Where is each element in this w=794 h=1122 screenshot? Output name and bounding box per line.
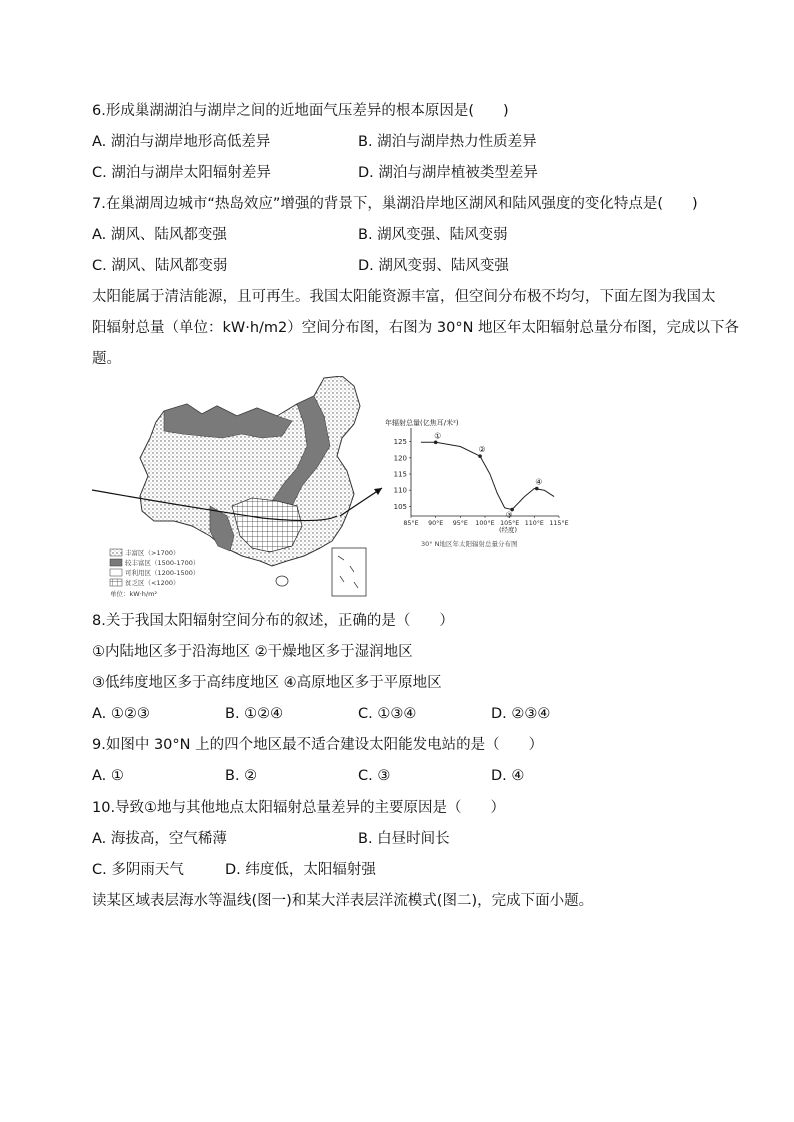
chart-y-tick-label: 125 xyxy=(393,438,407,447)
legend-label-rich: 丰富区（>1700） xyxy=(125,549,180,557)
legend-swatch-fairly-rich xyxy=(110,559,122,566)
chart-x-tick-label: 90°E xyxy=(428,520,444,527)
question-8-option-c: C. ①③④ xyxy=(358,706,417,722)
question-8-option-b: B. ①②④ xyxy=(225,706,284,722)
question-9-option-d: D. ④ xyxy=(491,768,525,784)
section-intro-ocean: 读某区域表层海水等温线(图一)和某大洋表层洋流模式(图二)，完成下面小题。 xyxy=(92,893,594,909)
arrow-head xyxy=(374,488,382,495)
chart-point-label-4: ④ xyxy=(535,477,543,487)
south-china-sea-inset xyxy=(332,548,366,596)
chart-point-1 xyxy=(434,441,438,445)
rich-region-north xyxy=(164,404,292,438)
question-10-option-c: C. 多阴雨天气 xyxy=(92,862,184,878)
question-9-option-b: B. ② xyxy=(225,768,258,784)
question-6-stem: 6.形成巢湖湖泊与湖岸之间的近地面气压差异的根本原因是( ) xyxy=(92,103,509,119)
question-7-option-d: D. 湖风变弱、陆风变强 xyxy=(358,258,509,274)
chart-point-2 xyxy=(478,454,482,458)
chart-x-tick-label: 110°E xyxy=(524,520,544,527)
question-7-stem: 7.在巢湖周边城市“热岛效应”增强的背景下，巢湖沿岸地区湖风和陆风强度的变化特点是( ) xyxy=(92,196,698,212)
legend-unit: 单位：kW·h/m² xyxy=(110,590,158,598)
chart-point-label-3: ③ xyxy=(505,510,513,520)
question-7-option-b: B. 湖风变强、陆风变弱 xyxy=(358,227,508,243)
chart-point-label-2: ② xyxy=(478,445,486,455)
question-10-option-b: B. 白昼时间长 xyxy=(358,831,450,847)
question-6-option-d: D. 湖泊与湖岸植被类型差异 xyxy=(358,165,538,181)
radiation-chart-svg xyxy=(383,416,573,556)
question-10-option-a: A. 海拔高，空气稀薄 xyxy=(92,831,227,847)
chart-x-tick-label: 105°E xyxy=(500,520,520,527)
chart-title: 30° N地区年太阳辐射总量分布图 xyxy=(421,540,518,548)
question-9-stem: 9.如图中 30°N 上的四个地区最不适合建设太阳能发电站的是（ ） xyxy=(92,737,544,753)
chart-x-tick-label: 100°E xyxy=(475,520,495,527)
intro-line-1: 太阳能属于清洁能源，且可再生。我国太阳能资源丰富，但空间分布极不均匀，下面左图为我国太 xyxy=(92,289,716,305)
question-6-option-a: A. 湖泊与湖岸地形高低差异 xyxy=(92,134,271,150)
chart-xlabel: (经度) xyxy=(499,526,518,534)
question-9-option-a: A. ① xyxy=(92,768,124,784)
legend-label-poor: 贫乏区（<1200） xyxy=(125,579,180,587)
legend-swatch-usable xyxy=(110,569,122,576)
chart-y-tick-label: 110 xyxy=(393,486,407,495)
chart-radiation-curve xyxy=(421,442,554,509)
question-8-statements-2: ③低纬度地区多于高纬度地区 ④高原地区多于平原地区 xyxy=(92,675,442,691)
legend-swatch-rich xyxy=(110,549,122,556)
chart-x-tick-label: 95°E xyxy=(452,520,468,527)
chart-point-4 xyxy=(535,487,539,491)
map-legend xyxy=(110,548,199,598)
chart-point-label-1: ① xyxy=(434,431,442,441)
question-7-option-a: A. 湖风、陆风都变强 xyxy=(92,227,227,243)
question-8-stem: 8.关于我国太阳辐射空间分布的叙述，正确的是（ ） xyxy=(92,613,454,629)
question-10-option-d: D. 纬度低，太阳辐射强 xyxy=(225,862,376,878)
chart-y-tick-label: 105 xyxy=(393,502,407,511)
question-8-option-a: A. ①②③ xyxy=(92,706,150,722)
question-6-option-b: B. 湖泊与湖岸热力性质差异 xyxy=(358,134,537,150)
question-8-option-d: D. ②③④ xyxy=(491,706,551,722)
chart-ylabel: 年辐射总量(亿焦耳/米²) xyxy=(385,419,459,427)
question-6-option-c: C. 湖泊与湖岸太阳辐射差异 xyxy=(92,165,271,181)
intro-line-3: 题。 xyxy=(92,351,121,367)
hainan-island xyxy=(276,576,288,586)
chart-y-tick-label: 120 xyxy=(393,454,407,463)
legend-label-fairly-rich: 较丰富区（1500-1700） xyxy=(125,559,200,567)
question-7-option-c: C. 湖风、陆风都变弱 xyxy=(92,258,228,274)
radiation-30n-chart xyxy=(383,416,573,556)
chart-x-tick-label: 115°E xyxy=(549,520,569,527)
legend-label-usable: 可利用区（1200-1500） xyxy=(125,569,200,577)
question-8-statements-1: ①内陆地区多于沿海地区 ②干燥地区多于湿润地区 xyxy=(92,644,413,660)
chart-x-tick-label: 85°E xyxy=(403,520,419,527)
question-10-stem: 10.导致①地与其他地点太阳辐射总量差异的主要原因是（ ） xyxy=(92,800,506,816)
intro-line-2: 阳辐射总量（单位：kW·h/m2）空间分布图，右图为 30°N 地区年太阳辐射总量分布图，完成以下各 xyxy=(92,320,740,336)
question-9-option-c: C. ③ xyxy=(358,768,391,784)
legend-swatch-poor xyxy=(110,579,122,586)
chart-y-tick-label: 115 xyxy=(393,470,407,479)
